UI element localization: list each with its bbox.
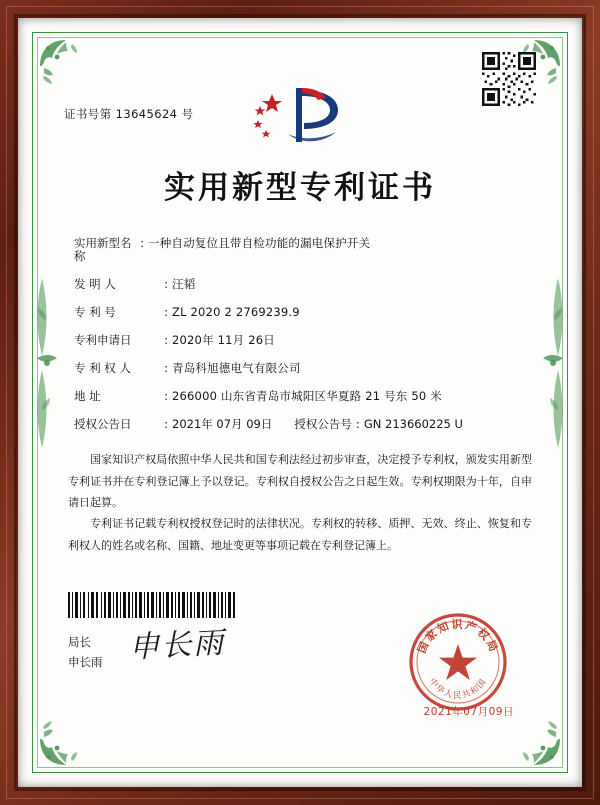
field-value: 266000 山东省青岛市城阳区华夏路 21 号东 50 米 <box>172 389 442 404</box>
field-label: 实用新型名称 <box>74 236 132 263</box>
field-value: 青岛科旭德电气有限公司 <box>172 361 301 376</box>
signature-labels <box>64 626 103 672</box>
qr-code-icon <box>482 52 536 106</box>
director-name: 申长雨 <box>68 655 103 670</box>
field-inventor <box>74 278 536 291</box>
field-value: GN 213660225 U <box>363 417 463 432</box>
official-seal <box>406 610 510 714</box>
certificate-number: 证书号第 13645624 号 <box>64 107 194 121</box>
field-colon: : <box>355 417 360 432</box>
page-title: 实用新型专利证书 <box>164 170 436 206</box>
legal-paragraph-1: 国家知识产权局依照中华人民共和国专利法经过初步审查，决定授予专利权，颁发实用新型专利证书并在专利登记簿上予以登记。专利权自授权公告之日起生效。专利权期限为十年，自申请日起算。 <box>68 453 532 509</box>
certificate-sheet <box>18 18 582 787</box>
svg-text:国家知识产权局: 国家知识产权局 <box>415 618 501 656</box>
field-colon: : <box>164 361 168 376</box>
field-patentee <box>74 362 536 375</box>
field-colon: : <box>140 236 144 250</box>
field-colon: : <box>164 276 168 291</box>
field-label: 地 址 <box>74 389 101 404</box>
vine-ornament-middle-right-icon <box>540 278 566 448</box>
certificate-content <box>64 48 536 757</box>
legal-paragraph-2: 专利证书记载专利权授权登记时的法律状况。专利权的转移、质押、无效、终止、恢复和专利权人的姓名或名称、国籍、地址变更等事项记载在专利登记簿上。 <box>68 517 532 552</box>
field-label: 授权公告号 <box>294 417 352 432</box>
field-application-date <box>74 334 536 347</box>
field-colon: : <box>164 333 168 348</box>
handwritten-signature: 申长雨 <box>127 625 226 666</box>
field-label: 发 明 人 <box>74 276 116 291</box>
field-patent-number <box>74 306 536 319</box>
field-label: 专利申请日 <box>74 333 132 348</box>
field-address <box>74 390 536 403</box>
vine-ornament-middle-left-icon <box>34 278 60 448</box>
svg-text:中华人民共和国: 中华人民共和国 <box>426 676 490 702</box>
header-row <box>64 48 536 144</box>
field-utility-model-name <box>74 237 536 262</box>
field-value: 2021年 07月 09日 <box>172 417 273 432</box>
field-colon: : <box>164 304 168 319</box>
director-title: 局长 <box>68 635 91 650</box>
field-grant-number <box>294 418 463 431</box>
signature-row <box>64 618 536 719</box>
field-label: 授权公告日 <box>74 417 132 432</box>
field-colon: : <box>164 389 168 404</box>
seal-date: 2021年07月09日 <box>423 706 514 719</box>
field-value: 一种自动复位且带自检功能的漏电保护开关 <box>148 236 371 250</box>
barcode-icon <box>68 592 236 618</box>
field-value: ZL 2020 2 2769239.9 <box>172 304 300 319</box>
field-grant-row <box>74 418 536 431</box>
field-value: 汪韬 <box>172 276 196 291</box>
field-value: 2020年 11月 26日 <box>172 333 275 348</box>
field-colon: : <box>164 417 168 432</box>
field-label: 专 利 号 <box>74 304 116 319</box>
field-label: 专 利 权 人 <box>74 361 131 376</box>
fields-block <box>64 237 536 431</box>
legal-text-block <box>64 449 536 556</box>
